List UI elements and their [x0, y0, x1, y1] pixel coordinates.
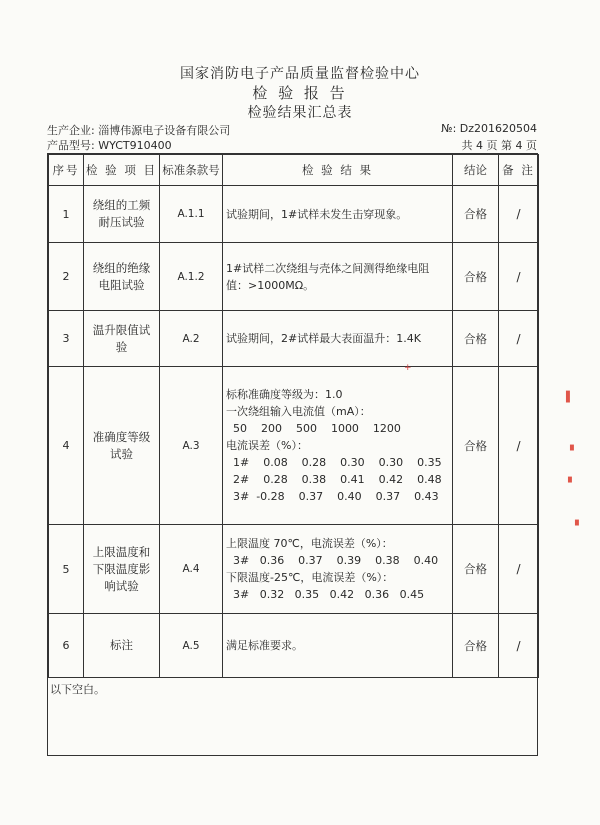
row-result — [223, 311, 453, 367]
stamp-fragment: ▌ — [566, 392, 574, 403]
result-line: 标称准确度等级为：1.0 — [226, 388, 343, 401]
result-line: 1# 0.08 0.28 0.30 0.30 0.35 — [226, 456, 442, 469]
result-line: 下限温度-25℃，电流误差（%）： — [226, 571, 394, 584]
row-remark: / — [499, 367, 539, 525]
manufacturer-label: 生产企业: — [47, 124, 95, 137]
header-conclusion: 结论 — [453, 155, 499, 186]
row-conclusion: 合格 — [453, 243, 499, 311]
row-conclusion: 合格 — [453, 367, 499, 525]
model-label: 产品型号: — [47, 139, 95, 152]
row-item: 温升限值试验 — [84, 311, 160, 367]
row-remark: / — [499, 614, 539, 678]
header-no: 序号 — [49, 155, 84, 186]
row-no: 1 — [49, 186, 84, 243]
results-table — [48, 154, 539, 678]
red-dot-mark: + — [404, 363, 412, 373]
row-item: 准确度等级试验 — [84, 367, 160, 525]
row-conclusion: 合格 — [453, 186, 499, 243]
result-line: 1#试样二次绕组与壳体之间测得绝缘电阻 — [226, 261, 430, 275]
stamp-fragment: ▘ — [568, 478, 576, 489]
result-line: 电流误差（%）： — [226, 439, 308, 452]
row-no: 2 — [49, 243, 84, 311]
table-header-row — [49, 155, 539, 186]
row-result — [223, 525, 453, 614]
row-no: 4 — [49, 367, 84, 525]
row-clause: A.5 — [160, 614, 223, 678]
row-clause: A.2 — [160, 311, 223, 367]
results-sheet — [47, 153, 538, 756]
header-item: 检 验 项 目 — [84, 155, 160, 186]
row-clause: A.1.1 — [160, 186, 223, 243]
row-remark: / — [499, 186, 539, 243]
row-result — [223, 614, 453, 678]
row-item: 绕组的绝缘电阻试验 — [84, 243, 160, 311]
header-clause: 标准条款号 — [160, 155, 223, 186]
result-line: 50 200 500 1000 1200 — [226, 422, 401, 435]
row-no: 6 — [49, 614, 84, 678]
row-item: 标注 — [84, 614, 160, 678]
organization-name: 国家消防电子产品质量监督检验中心 — [180, 66, 420, 82]
row-remark: / — [499, 243, 539, 311]
row-clause: A.1.2 — [160, 243, 223, 311]
report-title: 检 验 报 告 — [252, 84, 348, 102]
row-no: 3 — [49, 311, 84, 367]
page-info: 共 4 页 第 4 页 — [461, 139, 537, 152]
result-line: 试验期间，1#试样未发生击穿现象。 — [226, 207, 408, 221]
row-result — [223, 243, 453, 311]
row-conclusion: 合格 — [453, 525, 499, 614]
row-result — [223, 367, 453, 525]
result-line: 上限温度 70℃，电流误差（%）： — [226, 537, 393, 550]
result-line: 试验期间，2#试样最大表面温升：1.4K — [226, 332, 421, 345]
stamp-fragment: ▗ — [571, 515, 579, 526]
result-line: 3# 0.32 0.35 0.42 0.36 0.45 — [226, 588, 425, 601]
table-row — [49, 186, 539, 243]
row-clause: A.3 — [160, 367, 223, 525]
table-row — [49, 311, 539, 367]
row-result — [223, 186, 453, 243]
row-no: 5 — [49, 525, 84, 614]
model-value: WYCT910400 — [98, 139, 172, 152]
manufacturer-value: 淄博伟源电子设备有限公司 — [98, 124, 231, 137]
stamp-fragment: ▖ — [570, 440, 578, 451]
row-conclusion: 合格 — [453, 614, 499, 678]
row-remark: / — [499, 525, 539, 614]
header-remark: 备 注 — [499, 155, 539, 186]
blank-below-note: 以下空白。 — [50, 683, 105, 696]
header-result: 检 验 结 果 — [223, 155, 453, 186]
result-line: 满足标准要求。 — [226, 639, 303, 652]
table-row — [49, 243, 539, 311]
manufacturer — [47, 122, 230, 138]
result-line: 值：>1000MΩ。 — [226, 278, 315, 292]
row-conclusion: 合格 — [453, 311, 499, 367]
result-line: 一次绕组输入电流值（mA）： — [226, 405, 371, 418]
row-item: 上限温度和下限温度影响试验 — [84, 525, 160, 614]
table-row — [49, 614, 539, 678]
result-line: 2# 0.28 0.38 0.41 0.42 0.48 — [226, 473, 442, 486]
table-row — [49, 525, 539, 614]
row-clause: A.4 — [160, 525, 223, 614]
report-number: №: Dz201620504 — [441, 122, 537, 135]
table-row — [49, 367, 539, 525]
summary-title: 检验结果汇总表 — [247, 105, 353, 121]
result-line: 3# -0.28 0.37 0.40 0.37 0.43 — [226, 490, 439, 503]
row-item: 绕组的工频耐压试验 — [84, 186, 160, 243]
product-model — [47, 137, 172, 153]
result-line: 3# 0.36 0.37 0.39 0.38 0.40 — [226, 554, 439, 567]
row-remark: / — [499, 311, 539, 367]
